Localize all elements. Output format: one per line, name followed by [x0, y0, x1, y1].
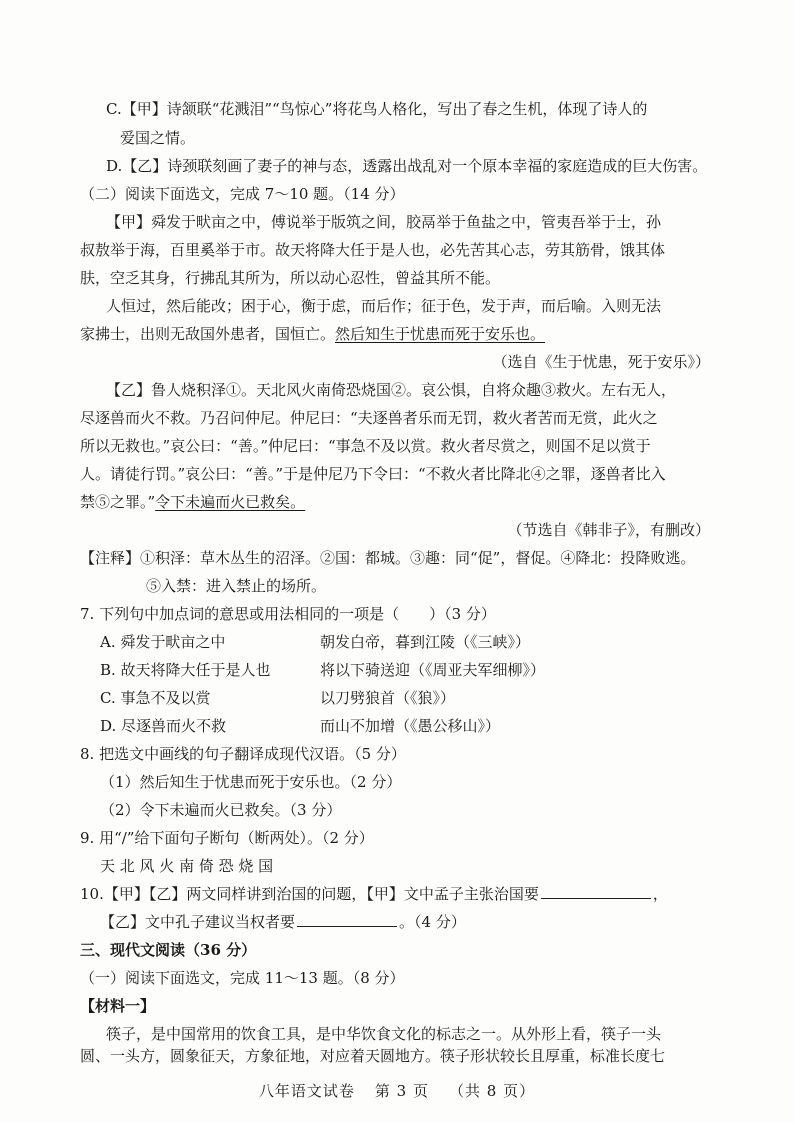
- q7-option-d-left: D. 尽逐兽而火不救: [100, 717, 227, 735]
- passage-b-line-5: [80, 490, 720, 514]
- option-c-line-1: C.【甲】诗颔联“花溅泪”“鸟惊心”将花鸟人格化，写出了春之生机，体现了诗人的: [106, 100, 648, 118]
- question-7: 7. 下列句中加点词的意思或用法相同的一项是（ ）（3 分）: [80, 605, 496, 623]
- question-10-text-2: 【乙】文中孔子建议当权者要: [100, 913, 296, 931]
- q7-option-a-right: 朝发白帝，暮到江陵（《三峡》）: [320, 633, 531, 651]
- q7-option-c-right: 以刀劈狼首（《狼》）: [320, 689, 456, 707]
- notes-line-1: 【注释】①积泽：草木丛生的沼泽。②国：都城。③趣：同“促”，督促。④降北：投降败逃。: [80, 549, 696, 567]
- answer-blank-1[interactable]: [541, 883, 651, 899]
- passage-b-line-4: 人。请徒行罚。”哀公曰：“善。”于是仲尼乃下令曰：“不救火者比降北④之罪，逐兽者比入: [80, 465, 666, 483]
- q7-option-c-left: C. 事急不及以赏: [100, 689, 211, 707]
- passage-a-line-2: 叔敖举于海，百里奚举于市。故天将降大任于是人也，必先苦其心志，劳其筋骨，饿其体: [80, 241, 666, 259]
- passage-b-line-3: 所以无救也。”哀公曰：“善。”仲尼曰：“事急不及以赏。救火者尽赏之，则国不足以赏于: [80, 437, 651, 455]
- underlined-sentence-1: 然后知生于忧患而死于安乐也。: [335, 325, 546, 343]
- question-10-score: 。（4 分）: [399, 913, 466, 931]
- question-10-line-1: 10.【甲】【乙】两文同样讲到治国的问题，【甲】文中孟子主张治国要 ，: [80, 885, 668, 903]
- passage-a-line-5: [80, 322, 720, 346]
- q7-option-b-left: B. 故天将降大任于是人也: [100, 661, 271, 679]
- q7-option-a-left: A. 舜发于畎亩之中: [100, 633, 226, 651]
- question-9-sentence: 天 北 风 火 南 倚 恐 烧 国: [100, 857, 274, 875]
- page-footer: [0, 1080, 794, 1101]
- footer-total-pages: （共 8 页）: [449, 1082, 536, 1100]
- footer-page-number: 第 3 页: [374, 1082, 429, 1100]
- passage-b-line-2: 尽逐兽而火不救。乃召问仲尼。仲尼曰：“夫逐兽者乐而无罚，救火者苦而无赏，此火之: [80, 409, 658, 427]
- underlined-sentence-2: 令下未遍而火已救矣。: [155, 493, 306, 511]
- material-1-line-2: 圆、一头方，圆象征天，方象征地，对应着天圆地方。筷子形状较长且厚重，标准长度七: [80, 1047, 666, 1065]
- answer-blank-2[interactable]: [297, 911, 397, 927]
- q7-option-b-right: 将以下骑送迎（《周亚夫军细柳》）: [320, 661, 546, 679]
- q7-option-d-right: 而山不加增（《愚公移山》）: [320, 717, 501, 735]
- passage-b-text: 禁⑤之罪。”: [80, 493, 156, 511]
- question-10-text: 10.【甲】【乙】两文同样讲到治国的问题，【甲】文中孟子主张治国要: [80, 885, 539, 903]
- source-b: （节选自《韩非子》，有删改）: [507, 521, 710, 539]
- material-1-label: 【材料一】: [80, 997, 156, 1015]
- source-a: （选自《生于忧患，死于安乐》）: [492, 353, 710, 371]
- question-8: 8. 把选文中画线的句子翻译成现代汉语。（5 分）: [80, 745, 406, 763]
- passage-a-line-4: 人恒过，然后能改；困于心，衡于虑，而后作；征于色，发于声，而后喻。入则无法: [106, 297, 662, 315]
- option-d-line: D.【乙】诗颈联刻画了妻子的神与态，透露出战乱对一个原本幸福的家庭造成的巨大伤害。: [106, 157, 708, 175]
- option-c-line-2: 爱国之情。: [120, 129, 196, 147]
- question-9: 9. 用“/”给下面句子断句（断两处）。（2 分）: [80, 829, 374, 847]
- question-10-line-2: [100, 910, 740, 934]
- footer-exam-title: 八年语文试卷: [258, 1082, 355, 1100]
- notes-line-2: ⑤入禁：进入禁止的场所。: [146, 577, 327, 595]
- passage-a-text: 家拂士，出则无敌国外患者，国恒亡。: [80, 325, 336, 343]
- section-3-part-1: （一）阅读下面选文，完成 11～13 题。（8 分）: [80, 969, 405, 987]
- question-8-1: （1）然后知生于忧患而死于安乐也。（2 分）: [100, 773, 402, 791]
- question-8-2: （2）令下未遍而火已救矣。（3 分）: [100, 801, 342, 819]
- passage-a-line-3: 肤，空乏其身，行拂乱其所为，所以动心忍性，曾益其所不能。: [80, 269, 501, 287]
- section-3-heading: 三、现代文阅读（36 分）: [80, 941, 257, 959]
- material-1-line-1: 筷子，是中国常用的饮食工具，是中华饮食文化的标志之一。从外形上看，筷子一头: [106, 1025, 662, 1043]
- passage-a-line-1: 【甲】舜发于畎亩之中，傅说举于版筑之间，胶鬲举于鱼盐之中，管夷吾举于士，孙: [106, 213, 662, 231]
- section-2-heading: （二）阅读下面选文，完成 7～10 题。（14 分）: [80, 185, 405, 203]
- passage-b-line-1: 【乙】鲁人烧积泽①。天北风火南倚恐烧国②。哀公惧，自将众趣③救火。左右无人，: [106, 381, 677, 399]
